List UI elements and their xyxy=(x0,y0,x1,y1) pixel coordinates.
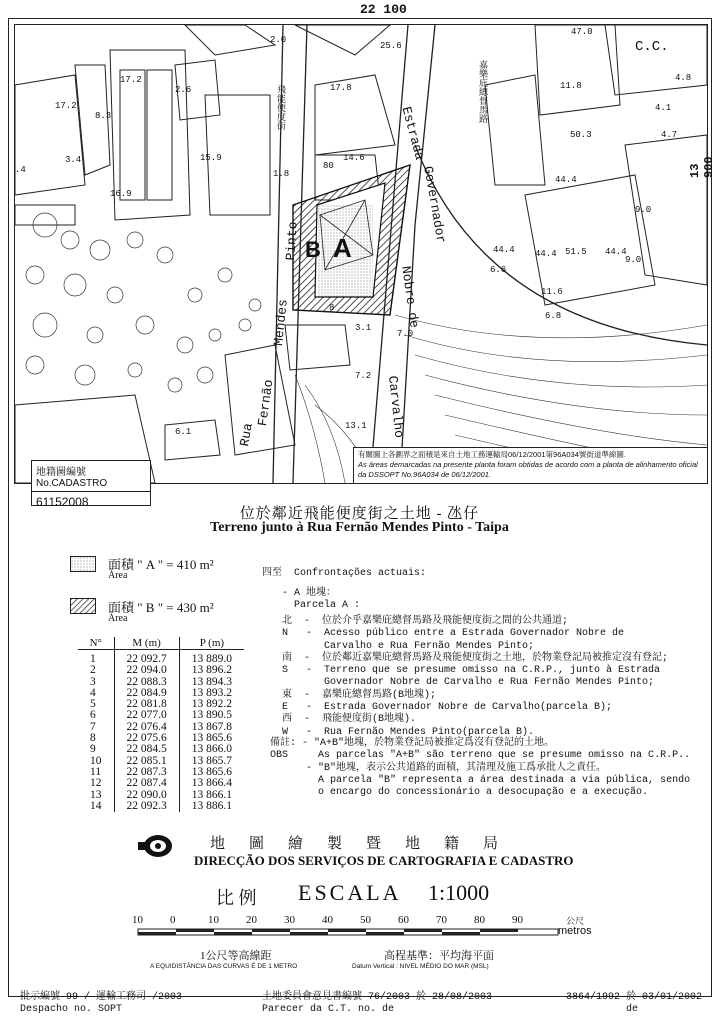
elevation-label: 2.6 xyxy=(175,85,192,95)
scale-cell xyxy=(328,929,366,932)
elevation-label: 13.1 xyxy=(345,421,367,431)
parecer-zh: 土地委員會意見書編號 76/2003 於 28/08/2003 xyxy=(262,992,493,1003)
confrontacoes-heading: 四至 Confrontações actuais: xyxy=(262,568,427,579)
legend-a-dots xyxy=(71,557,95,571)
agency-pt: DIRECÇÃO DOS SERVIÇOS DE CARTOGRAFIA E CADASTRO xyxy=(194,853,574,868)
cadastro-box xyxy=(31,460,151,509)
agency-zh: 地圖繪製暨地籍局 xyxy=(210,836,523,852)
table-row xyxy=(78,778,244,789)
scale-cell xyxy=(480,929,518,932)
ref-zh: 3864/1992 於 03/01/2002 xyxy=(566,992,703,1003)
contour-zh: 1公尺等高線距 xyxy=(200,950,272,962)
elevation-label: 7.2 xyxy=(355,371,372,381)
elevation-label: 11.6 xyxy=(541,287,563,297)
table-cell: 13 886.1 xyxy=(179,801,244,812)
observation-line: OBS As parcelas "A+B" são terreno que se presume omisso na C.R.P.. xyxy=(270,750,691,762)
legend-b-sub: Área xyxy=(108,613,128,624)
coordinates-table xyxy=(78,637,244,812)
scale-label: ESCALA xyxy=(298,880,402,905)
legend-b-label: 面積 " B " = 430 m² xyxy=(108,600,214,615)
title-pt: Terreno junto à Rua Fernão Mendes Pinto - Taipa xyxy=(210,520,509,535)
confrontacao-line: 南 - 位於鄰近嘉樂庇總督馬路及飛能便度街之土地，於物業登記局被推定沒有登記; xyxy=(282,652,669,664)
scale-tick-label: 70 xyxy=(436,914,447,926)
table-header: N° xyxy=(78,637,114,650)
street-nobre-de: Nobre de xyxy=(398,265,422,329)
scale-tick-label: 60 xyxy=(398,914,409,926)
lot-b-label: B xyxy=(305,237,321,262)
table-cell: 2 xyxy=(90,664,96,677)
table-cell: 1 xyxy=(90,653,96,665)
map-note-zh: 有關圖上各劃界之面積是來自土地工務運輸局06/12/2001第96A034號街道準線圖. xyxy=(358,450,626,459)
table-cell: 14 xyxy=(90,799,102,812)
table-cell: 13 866.4 xyxy=(179,778,244,789)
elevation-label: 1.8 xyxy=(273,169,290,179)
observation-line: o encargo do concessionário a desocupação e a execução. xyxy=(270,787,649,799)
street-egnc-zh: 嘉樂庇總督馬路 xyxy=(478,60,488,123)
elevation-label: 80 xyxy=(323,161,334,171)
scale-cell xyxy=(404,929,442,932)
table-cell: 12 xyxy=(90,777,102,790)
ref-pt: de xyxy=(626,1004,639,1015)
table-cell: 13 866.0 xyxy=(179,744,244,755)
elevation-label: 2.0 xyxy=(270,35,287,45)
elevation-label: 17.2 xyxy=(55,101,77,111)
elevation-label: 11.8 xyxy=(560,81,582,91)
table-cell: 5 xyxy=(90,698,96,711)
elevation-label: 8 xyxy=(329,303,335,313)
observation-line: A parcela "B" representa a área destinada a via pública, sendo xyxy=(270,774,691,786)
scale-cell xyxy=(214,932,252,935)
scale-cell xyxy=(290,932,328,935)
lot-a-label: A xyxy=(333,233,352,263)
table-cell: 13 865.6 xyxy=(179,733,244,744)
table-cell: 13 889.0 xyxy=(179,650,244,666)
table-cell: 11 xyxy=(90,765,102,778)
table-cell: 13 866.1 xyxy=(179,790,244,801)
scale-unit-pt: metros xyxy=(558,925,592,937)
elevation-label: 8.3 xyxy=(95,111,112,121)
table-cell: 22 092.3 xyxy=(114,801,179,812)
confrontacao-line: 西 - 飛能便度街(B地塊). xyxy=(282,714,417,726)
elevation-label: 44.4 xyxy=(493,245,515,255)
coord-right-label: 13 900 xyxy=(688,156,716,178)
despacho-zh: 批示編號 99 / 運輸工務司 /2003 xyxy=(20,992,183,1003)
legend-b-hatch xyxy=(71,599,95,613)
table-cell: 13 865.7 xyxy=(179,756,244,767)
table-cell: 22 085.1 xyxy=(114,756,179,767)
title-zh: 位於鄰近飛能便度街之土地 - 氹仔 xyxy=(239,506,480,522)
scale-tick-label: 50 xyxy=(360,914,371,926)
table-cell: 22 084.5 xyxy=(114,744,179,755)
elevation-label: 6.8 xyxy=(545,311,562,321)
observations xyxy=(270,738,690,799)
table-cell: 22 094.0 xyxy=(114,665,179,676)
confrontacoes-lines xyxy=(282,616,668,739)
table-cell: 4 xyxy=(90,686,96,699)
table-cell: 22 081.8 xyxy=(114,699,179,710)
table-row xyxy=(78,665,244,676)
parcel-a-zh: - A 地塊： xyxy=(282,588,337,599)
datum-pt: Datum Vertical : NIVEL MÉDIO DO MAR (MSL) xyxy=(352,963,489,970)
confrontacao-line: Governador Nobre de Carvalho e Rua Fernão Mendes Pinto; xyxy=(282,677,655,689)
elevation-label: 44.4 xyxy=(605,247,627,257)
footer-despacho xyxy=(20,992,182,1016)
street-estrada: Estrada xyxy=(398,105,428,162)
legend-a-label: 面積 " A " = 410 m² xyxy=(108,557,214,572)
footer-ref xyxy=(566,992,702,1016)
table-row xyxy=(78,801,244,812)
scale-tick-label: 40 xyxy=(322,914,333,926)
street-mendes: Mendes xyxy=(271,298,291,347)
table-cell: 22 087.3 xyxy=(114,767,179,778)
table-cell: 22 076.4 xyxy=(114,722,179,733)
scale-unit-zh: 公尺 xyxy=(566,916,585,926)
street-fmp-zh: 飛能便度街 xyxy=(276,85,286,130)
elevation-label: 44.4 xyxy=(555,175,577,185)
confrontacao-line: N - Acesso público entre a Estrada Governador Nobre de xyxy=(282,628,625,640)
scale-tick-label: 80 xyxy=(474,914,485,926)
cc-label: C.C. xyxy=(635,39,669,55)
street-carvalho: Carvalho xyxy=(385,375,407,439)
elevation-label: 3.4 xyxy=(65,155,82,165)
scale-cell xyxy=(252,929,290,932)
scale-cell xyxy=(366,932,404,935)
elevation-label: 17.8 xyxy=(330,83,352,93)
elevation-label: 6.6 xyxy=(490,265,507,275)
table-cell: 7 xyxy=(90,720,96,733)
coord-top-label: 22 100 xyxy=(360,2,407,17)
table-cell: 13 890.5 xyxy=(179,710,244,721)
legend-a-swatch xyxy=(70,556,96,572)
scale-cell xyxy=(442,932,480,935)
street-fernao: Fernão xyxy=(255,378,277,428)
elevation-label: 47.0 xyxy=(571,27,593,37)
map-note xyxy=(353,447,707,483)
elevation-label: 3.1 xyxy=(355,323,372,333)
table-cell: 13 894.3 xyxy=(179,677,244,688)
table-row xyxy=(78,744,244,755)
table-cell: 8 xyxy=(90,732,96,745)
table-cell: 22 075.6 xyxy=(114,733,179,744)
elevation-label: 25.6 xyxy=(380,41,402,51)
confrontacao-line: E - Estrada Governador Nobre de Carvalho(parcela B); xyxy=(282,702,613,714)
scale-tick-label: 10 xyxy=(132,914,143,926)
elevation-label: 16.9 xyxy=(110,189,132,199)
confrontacao-line: 東 - 嘉樂庇總督馬路(B地塊); xyxy=(282,689,437,701)
table-row xyxy=(78,650,244,666)
scale-tick-label: 10 xyxy=(208,914,219,926)
elevation-label: 7.0 xyxy=(397,329,414,339)
street-rua: Rua xyxy=(237,421,256,448)
street-governador: Governador xyxy=(420,165,449,245)
table-cell: 13 892.2 xyxy=(179,699,244,710)
scale-tick-label: 30 xyxy=(284,914,295,926)
elevation-label: 51.5 xyxy=(565,247,587,257)
observation-line: 備註: - "A+B"地塊，於物業登記局被推定爲沒有登記的土地。 xyxy=(270,738,555,749)
table-cell: 22 090.0 xyxy=(114,790,179,801)
despacho-pt: Despacho no. SOPT xyxy=(20,1004,123,1015)
elevation-label: 50.3 xyxy=(570,130,592,140)
map-note-pt: As áreas demarcadas na presente planta foram obtidas de acordo com a planta de alinhamento oficial da DSSOPT No.96A034 de 06/12/2001. xyxy=(358,460,698,479)
street-pinto: Pinto xyxy=(283,221,301,262)
parecer-pt: Parecer da C.T. no. de xyxy=(262,1004,395,1015)
table-cell: 3 xyxy=(90,675,96,688)
elevation-label: 9.0 xyxy=(635,205,652,215)
table-cell: 10 xyxy=(90,754,102,767)
elevation-label: 4.1 xyxy=(655,103,672,113)
table-cell: 22 092.7 xyxy=(114,650,179,666)
dscc-logo-icon xyxy=(136,832,176,860)
table-cell: 13 893.2 xyxy=(179,688,244,699)
scale-value: 1:1000 xyxy=(428,880,490,905)
table-cell: 22 088.3 xyxy=(114,677,179,688)
table-cell: 13 867.8 xyxy=(179,722,244,733)
confrontacao-line: 北 - 位於介乎嘉樂庇總督馬路及飛能便度街之間的公共通道; xyxy=(282,616,569,627)
table-cell: 22 077.0 xyxy=(114,710,179,721)
confrontacao-line: W - Rua Fernão Mendes Pinto(parcela B). xyxy=(282,726,535,738)
elevation-label: 15.9 xyxy=(200,153,222,163)
contour-pt: A EQUIDISTÂNCIA DAS CURVAS É DE 1 METRO xyxy=(150,963,298,970)
observation-line: - "B"地塊，表示公共道路的面積，其清理及施工爲承批人之責任。 xyxy=(270,762,607,774)
table-cell: 13 xyxy=(90,788,102,801)
elevation-label: 4.8 xyxy=(675,73,692,83)
table-header: P (m) xyxy=(179,637,244,650)
footer-parecer xyxy=(262,992,492,1016)
scale-cell xyxy=(176,929,214,932)
elevation-label: 9.0 xyxy=(625,255,642,265)
scale-bar xyxy=(138,929,558,937)
legend-a-sub: Área xyxy=(108,570,128,581)
table-header: M (m) xyxy=(114,637,179,650)
scale-cell xyxy=(138,932,176,935)
elevation-label: 14.6 xyxy=(343,153,365,163)
legend-b-swatch xyxy=(70,598,96,614)
confrontacao-line: S - Terreno que se presume omisso na C.R.P., junto à Estrada xyxy=(282,665,661,677)
parcel-a-pt: Parcela A : xyxy=(282,600,361,611)
scale-zh: 比 例 xyxy=(216,888,257,908)
table-cell: 22 084.9 xyxy=(114,688,179,699)
cadastro-number: 61152008 xyxy=(36,495,89,509)
table-cell: 13 896.2 xyxy=(179,665,244,676)
table-cell: 22 087.4 xyxy=(114,778,179,789)
cadastral-map xyxy=(14,24,708,509)
elevation-label: 44.4 xyxy=(535,249,557,259)
datum-zh: 高程基準：平均海平面 xyxy=(384,950,494,962)
elevation-label: 6.1 xyxy=(175,427,192,437)
elevation-label: 4.7 xyxy=(661,130,678,140)
scale-tick-label: 0 xyxy=(170,914,176,926)
elevation-label: 17.2 xyxy=(120,75,142,85)
table-cell: 9 xyxy=(90,743,96,756)
map-drawing xyxy=(15,25,707,483)
table-cell: 13 865.6 xyxy=(179,767,244,778)
table-cell: 6 xyxy=(90,709,96,722)
confrontacao-line: Carvalho e Rua Fernão Mendes Pinto; xyxy=(282,640,535,652)
scale-tick-label: 90 xyxy=(512,914,523,926)
cadastro-label: 地籍圖編號 No.CADASTRO xyxy=(32,461,150,492)
elevation-label: .4 xyxy=(15,165,26,175)
scale-tick-label: 20 xyxy=(246,914,257,926)
